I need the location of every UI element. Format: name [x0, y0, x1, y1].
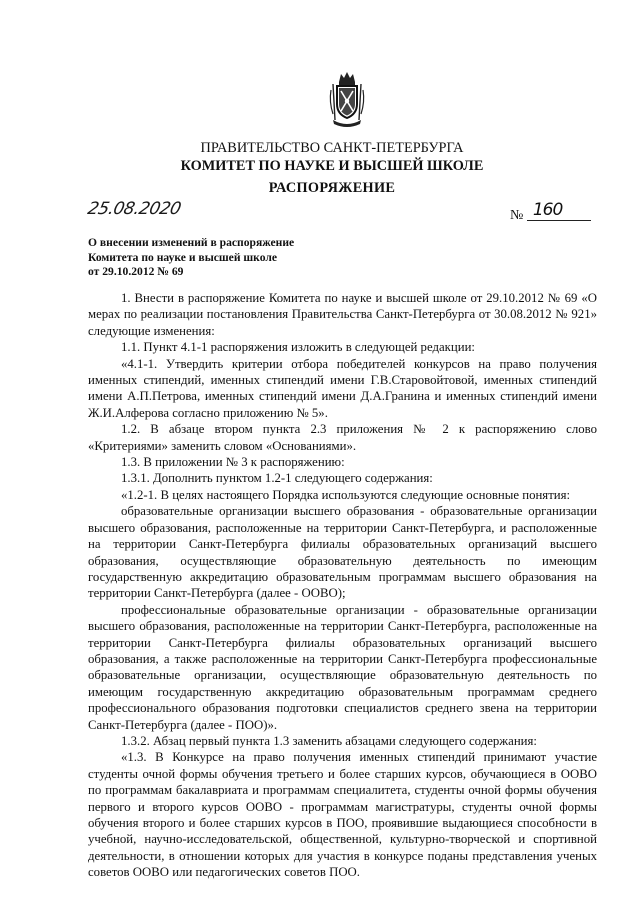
paragraph: профессиональные образовательные организации - образовательные организации высшего образования, расположенные на территории Санкт-Петербурга, расположенные на территории Санкт-Петербурга филиалы образовательных организаций высшего образования, а также расположенные на территории Санкт-Петербурга профессиональные образовательные организации, осуществляющие образовательную деятельность по имеющим государственную аккредитацию образовательным программам среднего профессионального образования подготовки специалистов среднего звена на территории Санкт-Петербурга (далее - ПОО)».: [88, 602, 597, 732]
coat-of-arms-icon: [327, 70, 367, 128]
document-number: [510, 200, 591, 225]
paragraph: «1.2-1. В целях настоящего Порядка используются следующие основные понятия:: [121, 487, 571, 502]
government-name: ПРАВИТЕЛЬСТВО САНКТ-ПЕТЕРБУРГА: [200, 140, 464, 156]
committee-name: КОМИТЕТ ПО НАУКЕ И ВЫСШЕЙ ШКОЛЕ: [180, 158, 484, 174]
paragraph: 1.3.2. Абзац первый пункта 1.3 заменить абзацами следующего содержания:: [121, 733, 537, 748]
paragraph: 1.3. В приложении № 3 к распоряжению:: [121, 455, 345, 470]
subject-line: Комитета по науке и высшей школе: [88, 250, 278, 264]
subject-line: О внесении изменений в распоряжение: [88, 236, 295, 249]
paragraph: «4.1-1. Утвердить критерии отбора победителей конкурсов на право получения именных стипендий, именных стипендий имени Г.В.Старовойтовой, именных стипендий имени А.П.Петрова, именных стипендий имени Д.А.Гранина и именных стипендий имени Ж.И.Алферова согласно приложению № 5».: [88, 356, 597, 420]
paragraph: «1.3. В Конкурсе на право получения именных стипендий принимают участие студенты очной формы обучения третьего и более старших курсов, обучающиеся в ООВО по программам бакалавриата и программам специалитета, студенты очной формы обучения первого и второго курсов ООВО - программам магистратуры, студенты очной формы обучения второго и более старших курсов в ПОО, проявившие выдающиеся способности в учебной, научно-исследовательской, общественной, культурно-творческой и спортивной деятельности, в отношении которых для участия в конкурсе поданы представления ученых советов ООВО или педагогических советов ПОО.: [88, 750, 597, 880]
paragraph: образовательные организации высшего образования - образовательные организации высшего образования, расположенные на территории Санкт-Петербурга, и расположенные на территории Санкт-Петербурга филиалы образовательных организаций высшего образования, осуществляющие образовательную деятельность по имеющим государственную аккредитацию образовательным программам высшего образования на территории Санкт-Петербурга (далее - ООВО);: [88, 504, 597, 601]
paragraph: 1. Внести в распоряжение Комитета по науке и высшей школе от 29.10.2012 № 69 «О мерах по реализации постановления Правительства Санкт-Петербурга от 30.08.2012 № 921» следующие изменения:: [88, 291, 597, 338]
number-value: 160: [527, 200, 591, 221]
document-type: РАСПОРЯЖЕНИЕ: [268, 180, 396, 196]
document-body: [88, 290, 597, 881]
paragraph: 1.1. Пункт 4.1-1 распоряжения изложить в следующей редакции:: [121, 340, 475, 355]
document-date: 25.08.2020: [85, 199, 183, 219]
paragraph: 1.3.1. Дополнить пунктом 1.2-1 следующего содержания:: [121, 471, 433, 486]
paragraph: 1.2. В абзаце втором пункта 2.3 приложения № 2 к распоряжению слово «Критериями» заменить словом «Основаниями».: [88, 422, 597, 453]
number-label: №: [510, 208, 524, 223]
document-subject: [88, 236, 294, 280]
subject-line: от 29.10.2012 № 69: [88, 265, 184, 278]
